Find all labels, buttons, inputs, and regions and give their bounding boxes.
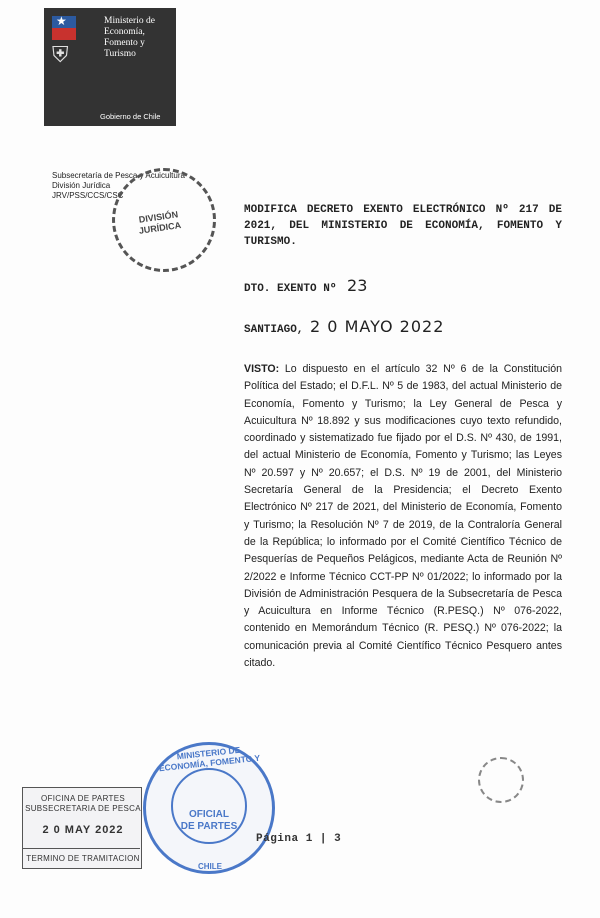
stamp-divider (23, 848, 140, 849)
city: SANTIAGO, (244, 324, 304, 336)
visto-paragraph (244, 361, 562, 672)
ministry-name: Ministerio de Economía, Fomento y Turismo (104, 16, 155, 59)
received-date: 2 0 MAY 2022 (42, 824, 124, 836)
subsecretaria-pesca-label: SUBSECRETARIA DE PESCA (25, 804, 141, 813)
seal-bottom-text: CHILE (198, 862, 222, 871)
division-line: División Jurídica (52, 181, 111, 190)
decree-line (244, 276, 367, 295)
flag-red-field (52, 28, 76, 40)
decree-label: DTO. EXENTO Nº (244, 283, 337, 295)
small-round-seal (478, 757, 524, 803)
subsecretaria-line: Subsecretaría de Pesca y Acuicultura (52, 171, 185, 180)
seal-center-text: OFICIAL DE PARTES (180, 809, 238, 832)
government-logo (44, 8, 176, 126)
star-icon: ★ (56, 14, 67, 28)
date-stamp: 2 0 MAYO 2022 (310, 317, 445, 336)
division-juridica-stamp-text: DIVISIÓN JURÍDICA (138, 209, 182, 236)
initials-line: JRV/PSS/CCS/CSC (52, 191, 124, 200)
decree-number: 23 (347, 276, 368, 295)
oficina-partes-label: OFICINA DE PARTES (41, 794, 125, 803)
oficina-partes-stamp (22, 787, 142, 869)
document-title: MODIFICA DECRETO EXENTO ELECTRÓNICO Nº 217 DE 2021, DEL MINISTERIO DE ECONOMÍA, FOMENTO Y TURISMO. (244, 204, 562, 248)
gobierno-label: Gobierno de Chile (100, 112, 161, 121)
page-number: Página 1 | 3 (256, 833, 342, 845)
termino-tramitacion-label: TERMINO DE TRAMITACION (26, 854, 140, 863)
place-date-line (244, 317, 444, 336)
visto-text: Lo dispuesto en el artículo 32 Nº 6 de la Constitución Política del Estado; el D.F.L. Nº 5 de 1983, del actual Ministerio de Economía, Fomento y Turismo; la Ley General de Pesca y Acuicultura Nº 18.892 y sus modificaciones cuyo texto refundido, coordinado y sistematizado fue fijado por el D.S. Nº 430, de 1991, del actual Ministerio de Economía, Fomento y Turismo; las Leyes Nº 20.597 y Nº 20.657; el D.S. Nº 19 de 2001, del Ministerio Secretaría General de la Presidencia; el Decreto Exento Electrónico Nº 217 de 2021, del Ministerio de Economía, Fomento y Turismo; la Resolución Nº 7 de 2019, de la Contraloría General de la República; lo informado por el Comité Científico Técnico de Pesquerías de Pequeños Pelágicos, mediante Acta de Reunión Nº 2/2022 e Informe Técnico CCT-PP Nº 01/2022; lo informado por la División de Administración Pesquera de la Subsecretaría de Pesca y Acuicultura en Informe Técnico (R.PESQ.) Nº 076-2022, contenido en Memorándum Técnico (R. PESQ.) Nº 076-2022; la comunicación previa al Comité Científico Técnico Pesquero antes citado. (244, 363, 562, 670)
visto-label: VISTO: (244, 363, 280, 375)
coat-of-arms-icon: ⛨ (52, 42, 69, 67)
seal-ring-text: MINISTERIO DE ECONOMÍA, FOMENTO Y (158, 744, 261, 774)
